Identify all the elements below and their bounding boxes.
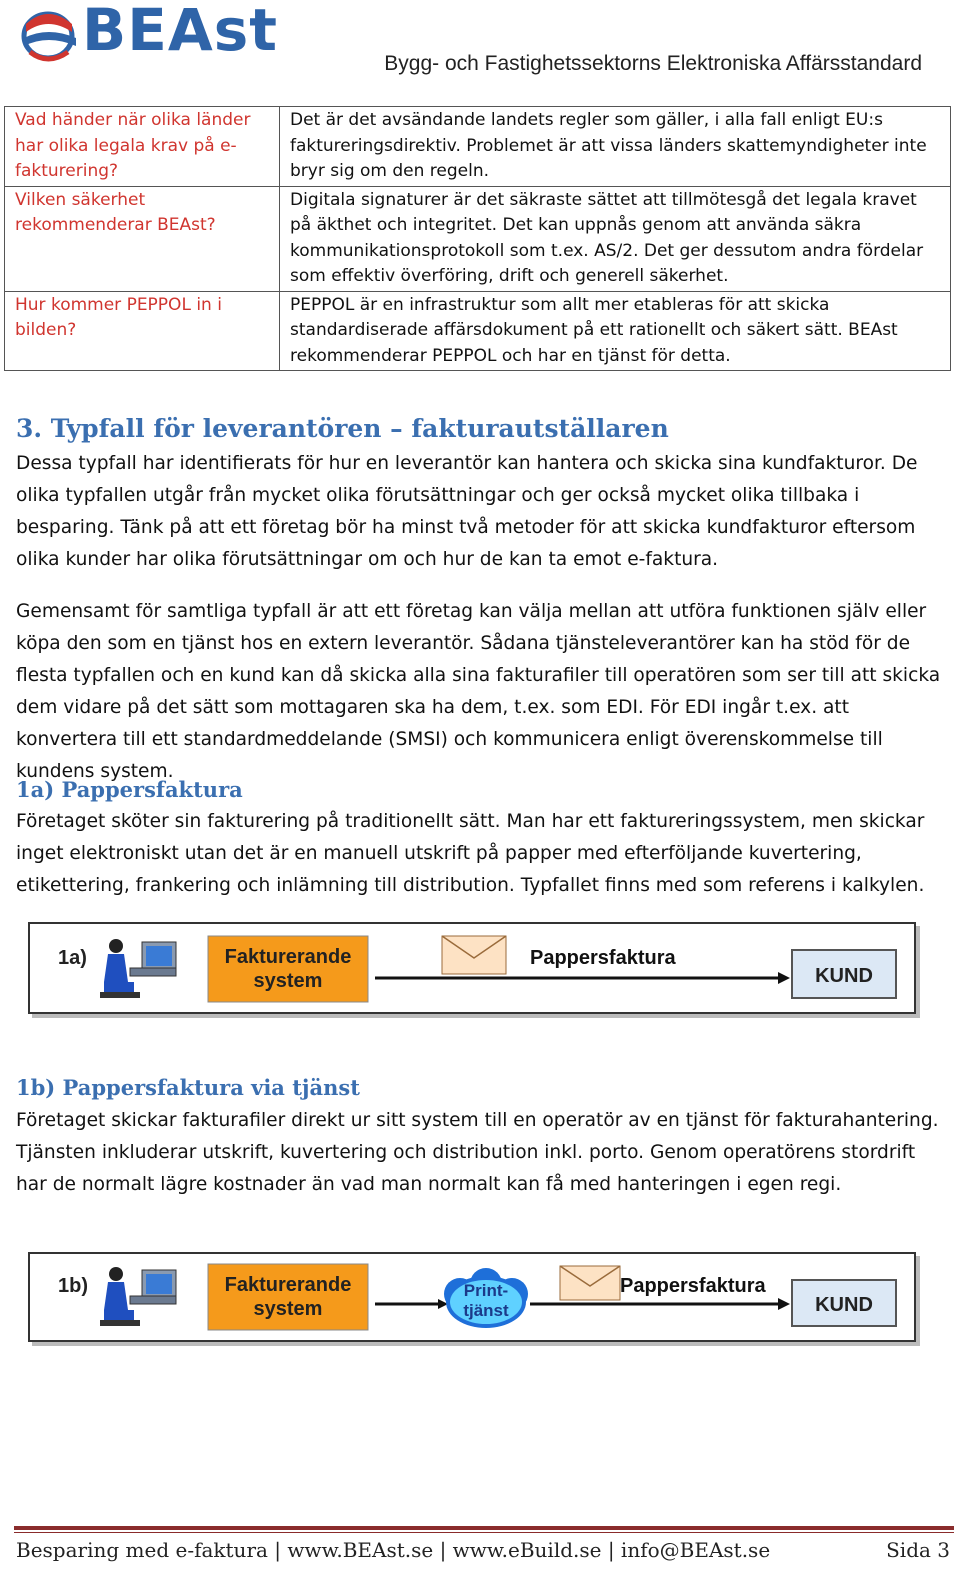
arrow-head-icon [778, 972, 790, 984]
section-paragraph: Dessa typfall har identifierats för hur en leverantör kan hantera och skicka sina kundfakturor. De olika typfallen utgår från mycket olika förutsättningar och ger också mycket olika tillbaka i besparing. Tänk på att ett företag bör ha minst två metoder för att skicka kundfakturor eftersom olika kunder har olika förutsättningar om och hur de kan ta emot e-faktura. [16, 453, 918, 570]
diagram-1b [28, 1252, 916, 1342]
qa-answer: Digitala signaturer är det säkraste sättet att tillmötesgå det legala kravet på äkthet och integritet. Det kan uppnås genom att använda säkra kommunikationsprotokoll som t.ex. AS/2. Det ger dessutom andra fördelar som effektiv överföring, drift och generell säkerhet. [280, 186, 951, 291]
footer-text: Besparing med e-faktura | www.BEAst.se | www.eBuild.se | info@BEAst.se [16, 1538, 771, 1562]
qa-question: Vilken säkerhet rekommenderar BEAst? [5, 186, 280, 291]
qa-question: Hur kommer PEPPOL in i bilden? [5, 291, 280, 371]
diagram-label: 1b) [58, 1275, 88, 1297]
diagram-label: 1a) [58, 947, 87, 969]
kund-label: KUND [815, 1294, 873, 1316]
case-paragraph: Företaget skickar fakturafiler direkt ur sitt system till en operatör av en tjänst för fakturahantering. Tjänsten inkluderar utskrift, kuvertering och distribution inkl. porto. Genom operatörens stordrift har de normalt lägre kostnader än vad man normalt kan få med hanteringen i egen regi. [16, 1110, 939, 1195]
user-at-computer-icon [100, 1267, 176, 1326]
qa-question: Vad händer när olika länder har olika legala krav på e-fakturering? [5, 107, 280, 187]
system-label-line2: system [253, 1298, 323, 1320]
page-number: Sida 3 [886, 1538, 950, 1562]
qa-answer: Det är det avsändande landets regler som gäller, i alla fall enligt EU:s faktureringsdirektiv. Problemet är att vissa länders skattemyndigheter inte bryr sig om den regeln. [280, 107, 951, 187]
table-row [5, 186, 951, 291]
footer-rule [14, 1526, 954, 1530]
logo-text: BEAst [82, 0, 278, 64]
envelope-icon [560, 1266, 620, 1300]
diagram-1a [28, 922, 916, 1014]
service-label-line2: tjänst [463, 1301, 509, 1320]
logo-emblem-icon [18, 2, 84, 74]
beast-logo [18, 2, 288, 74]
section-paragraph: Gemensamt för samtliga typfall är att ett företag kan välja mellan att utföra funktionen själv eller köpa den som en tjänst hos en extern leverantör. Sådana tjänsteleverantörer kan ha stöd för de flesta typfallen och en kund kan då skicka alla sina fakturafiler till operatören som ser till att skicka dem vidare på det sätt som mottagaren ska ha dem, t.ex. som EDI. För EDI ingår t.ex. att konvertera till ett standardmeddelande (SMSI) och kommunicera enligt överenskommelse till kundens system. [16, 601, 941, 782]
case-heading: 1b) Pappersfaktura via tjänst [16, 1075, 360, 1100]
service-label-line1: Print- [463, 1281, 509, 1300]
system-label-line1: Fakturerande [224, 1274, 352, 1296]
case-paragraph: Företaget sköter sin fakturering på traditionellt sätt. Man har ett faktureringssystem, men skickar inget elektroniskt utan det är en manuell utskrift på papper med efterföljande kuvertering, etikettering, frankering och inlämning till distribution. Typfallet finns med som referens i kalkylen. [16, 811, 925, 896]
system-label-line1: Fakturerande [224, 946, 352, 968]
user-at-computer-icon [100, 939, 176, 998]
qa-answer: PEPPOL är en infrastruktur som allt mer etableras för att skicka standardiserade affärsdokument på ett rationellt och säkert sätt. BEAst rekommenderar PEPPOL och har en tjänst för detta. [280, 291, 951, 371]
table-row [5, 107, 951, 187]
table-row [5, 291, 951, 371]
system-label-line2: system [253, 970, 323, 992]
flow-label: Pappersfaktura [530, 947, 676, 969]
arrow-head-icon [778, 1298, 790, 1310]
kund-label: KUND [815, 965, 873, 987]
case-heading: 1a) Pappersfaktura [16, 777, 243, 802]
envelope-icon [442, 936, 506, 974]
section-heading: 3. Typfall för leverantören – fakturautställaren [16, 414, 669, 443]
header-tagline: Bygg- och Fastighetssektorns Elektroniska Affärsstandard [384, 52, 922, 75]
flow-label: Pappersfaktura [620, 1275, 766, 1297]
qa-table [4, 106, 951, 371]
footer-rule [14, 1532, 954, 1533]
